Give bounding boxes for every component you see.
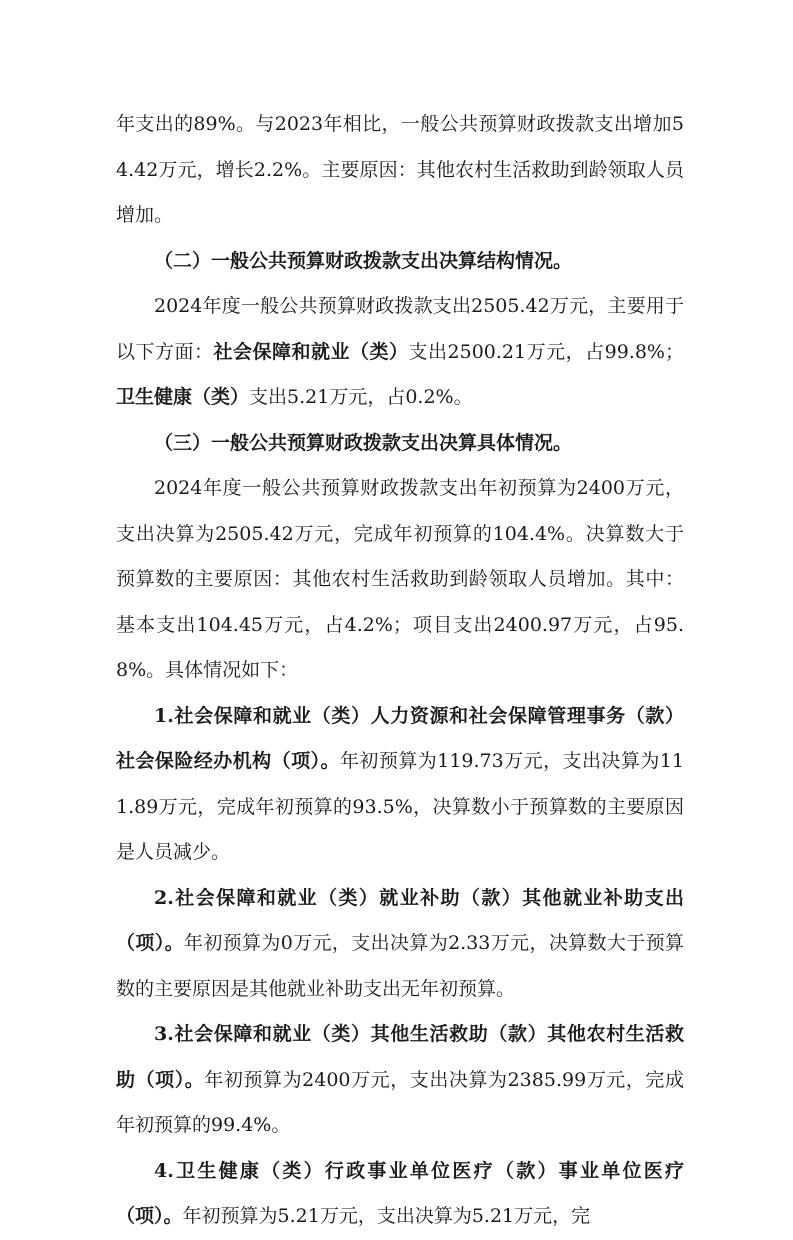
- paragraph-continuation: 年支出的89%。与2023年相比，一般公共预算财政拨款支出增加54.42万元，增长2.2%。主要原因：其他农村生活救助到龄领取人员增加。: [116, 113, 684, 226]
- list-item-text: 年初预算为0万元，支出决算为2.33万元，决算数大于预算数的主要原因是其他就业补助支出无年初预算。: [116, 932, 684, 1000]
- section-heading-2: （二）一般公共预算财政拨款支出决算结构情况。: [154, 249, 573, 272]
- text-run: 2024年度一般公共预算财政拨款支出2505.42万元，主要用于以下方面：: [116, 295, 684, 363]
- list-item-title: 2.社会保障和就业（类）就业补助（款）其他就业补助支出（项）。: [116, 886, 684, 954]
- list-item-text: 年初预算为119.73万元，支出决算为111.89万元，完成年初预算的93.5%，决算数小于预算数的主要原因是人员减少。: [116, 750, 684, 863]
- section-heading-3: （三）一般公共预算财政拨款支出决算具体情况。: [154, 431, 573, 454]
- list-item-title: 3.社会保障和就业（类）其他生活救助（款）其他农村生活救助（项）。: [116, 1023, 684, 1091]
- list-item-2: [116, 876, 684, 1013]
- document-body: [116, 102, 684, 1240]
- list-item-text: 年初预算为5.21万元，支出决算为5.21万元，完: [182, 1205, 591, 1227]
- paragraph-details: 2024年度一般公共预算财政拨款支出年初预算为2400万元，支出决算为2505.42万元，完成年初预算的104.4%。决算数大于预算数的主要原因：其他农村生活救助到龄领取人员增加。其中：基本支出104.45万元，占4.2%；项目支出2400.97万元，占95.8%。具体情况如下：: [116, 477, 684, 681]
- bold-category-social-security: 社会保障和就业（类）: [213, 340, 409, 363]
- paragraph-structure: [116, 284, 684, 421]
- list-item-text: 年初预算为2400万元，支出决算为2385.99万元，完成年初预算的99.4%。: [116, 1068, 684, 1136]
- list-item-title: 1.社会保障和就业（类）人力资源和社会保障管理事务（款）社会保险经办机构（项）。: [116, 704, 684, 772]
- text-run: 支出2500.21万元，占99.8%；: [408, 340, 684, 363]
- text-run: 支出5.21万元，占0.2%。: [249, 386, 473, 408]
- list-item-3: [116, 1012, 684, 1149]
- list-item-title: 4.卫生健康（类）行政事业单位医疗（款）事业单位医疗（项）。: [116, 1159, 684, 1227]
- bold-category-health: 卫生健康（类）: [116, 386, 250, 408]
- list-item-4: [116, 1149, 684, 1240]
- list-item-1: [116, 694, 684, 876]
